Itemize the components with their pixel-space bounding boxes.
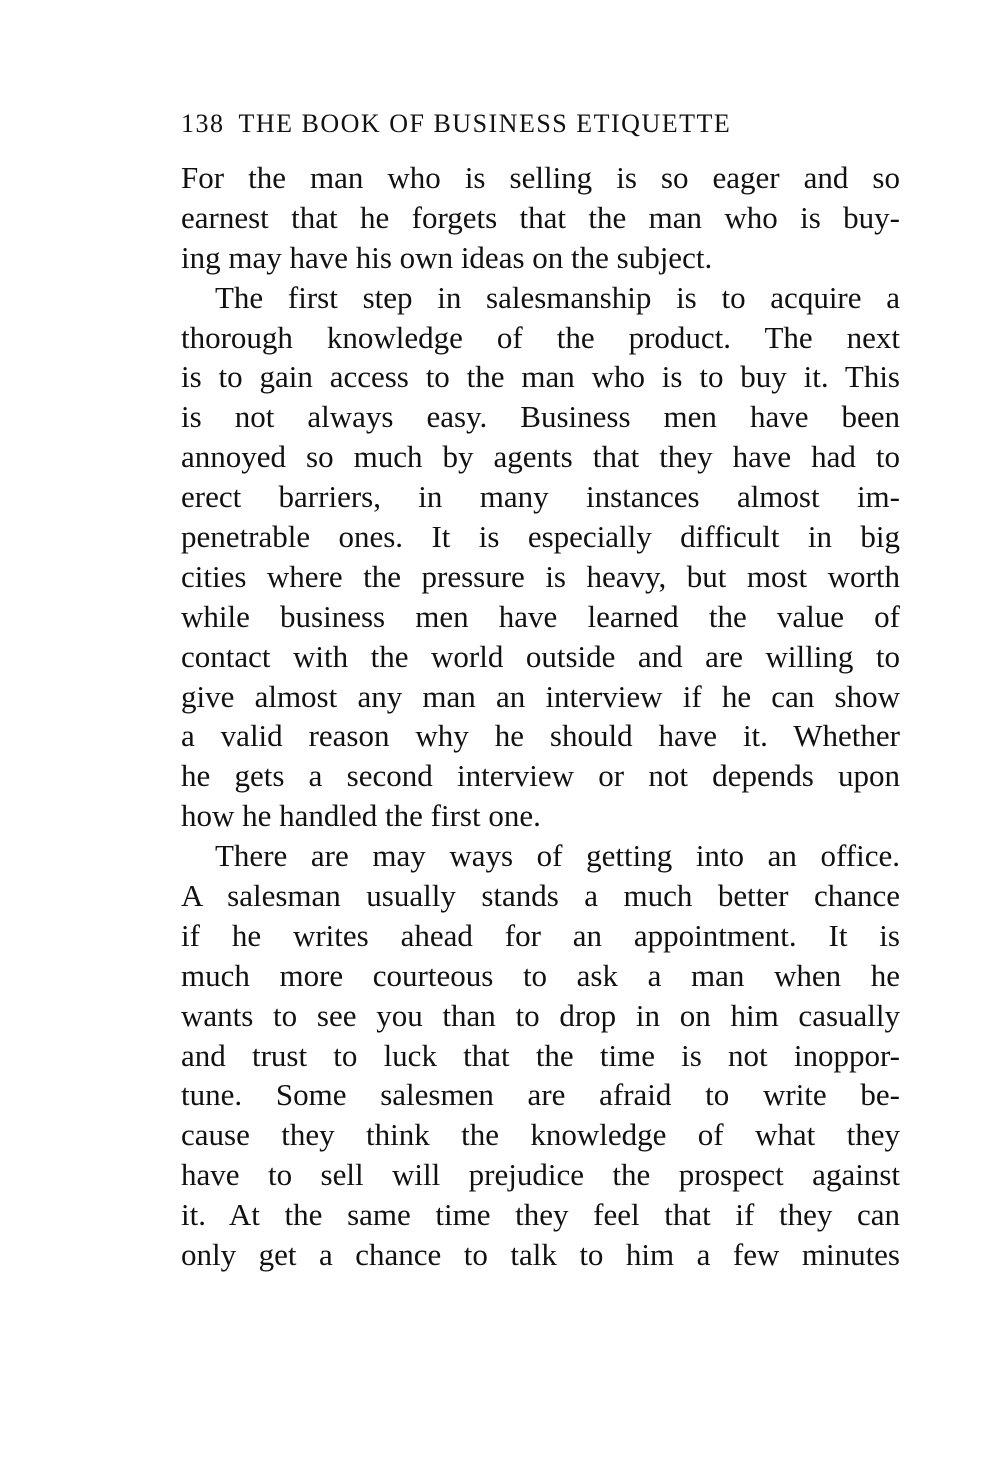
text-line: cause they think the knowledge of what they (181, 1117, 900, 1153)
text-line: annoyed so much by agents that they have had to (181, 439, 900, 475)
text-line: tune. Some salesmen are afraid to write be- (181, 1077, 900, 1113)
running-title: THE BOOK OF BUSINESS ETIQUETTE (238, 109, 732, 138)
text-line: have to sell will prejudice the prospect against (181, 1157, 900, 1193)
text-line: is not always easy. Business men have been (181, 399, 900, 435)
paragraph-3 (181, 836, 900, 1275)
text-line: ing may have his own ideas on the subject. (181, 239, 713, 275)
text-line: erect barriers, in many instances almost im- (181, 479, 900, 515)
text-line: wants to see you than to drop in on him casually (181, 997, 900, 1033)
text-line: The first step in salesmanship is to acquire a (215, 279, 900, 315)
text-line: give almost any man an interview if he can show (181, 678, 900, 714)
paragraph-2 (181, 278, 900, 836)
text-line: and trust to luck that the time is not inoppor- (181, 1037, 900, 1073)
text-line: only get a chance to talk to him a few minutes (181, 1237, 900, 1273)
text-line: penetrable ones. It is especially difficult in big (181, 519, 900, 555)
text-line: is to gain access to the man who is to buy it. This (181, 359, 900, 395)
page-number: 138 (181, 109, 225, 138)
text-line: it. At the same time they feel that if they can (181, 1197, 900, 1233)
text-line: thorough knowledge of the product. The next (181, 319, 900, 355)
paragraph-1 (181, 158, 900, 278)
text-line: cities where the pressure is heavy, but most worth (181, 558, 900, 594)
text-line: A salesman usually stands a much better chance (181, 878, 900, 914)
text-line: There are may ways of getting into an office. (215, 838, 900, 874)
text-line: if he writes ahead for an appointment. It is (181, 917, 900, 953)
body-text (181, 158, 900, 1275)
text-line: how he handled the first one. (181, 798, 541, 834)
text-line: he gets a second interview or not depends upon (181, 758, 900, 794)
text-line: For the man who is selling is so eager and so (181, 160, 900, 195)
text-line: much more courteous to ask a man when he (181, 957, 900, 993)
text-line: earnest that he forgets that the man who is buy- (181, 199, 900, 235)
running-head (181, 105, 901, 143)
text-line: contact with the world outside and are willing to (181, 638, 900, 674)
text-line: a valid reason why he should have it. Whether (181, 718, 900, 754)
text-line: while business men have learned the value of (181, 598, 900, 634)
